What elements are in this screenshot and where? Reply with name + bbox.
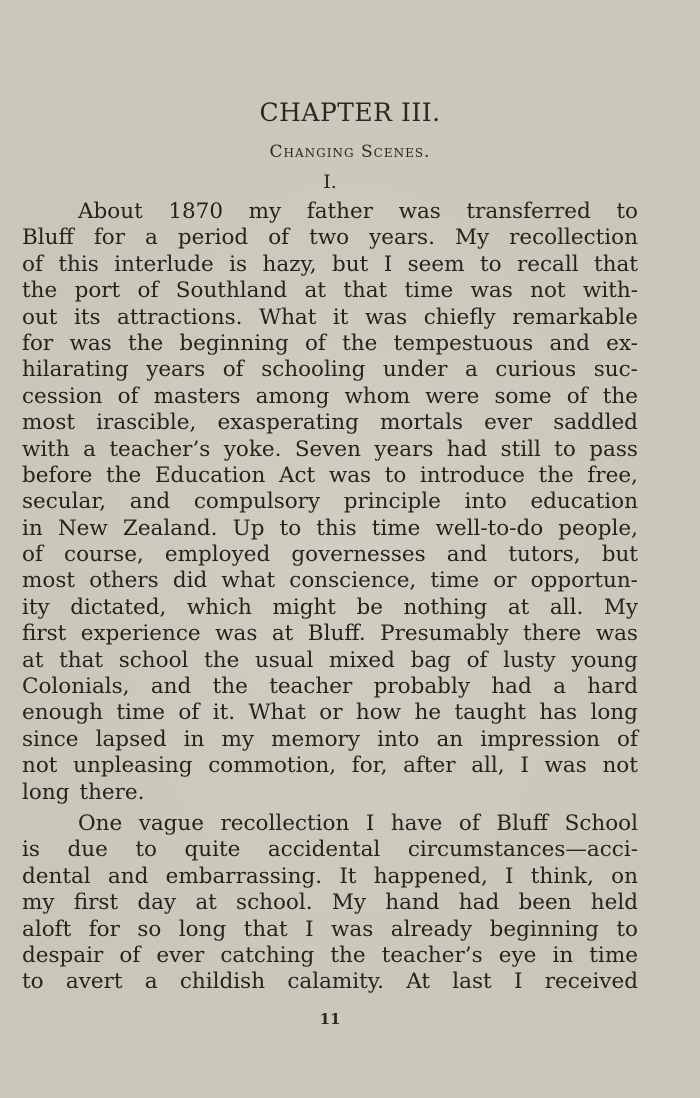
text-line: the port of Southland at that time was not with- (22, 278, 638, 304)
text-line: to avert a childish calamity. At last I received (22, 969, 638, 995)
text-line: aloft for so long that I was already beginning to (22, 916, 638, 942)
text-line: for was the beginning of the tempestuous and ex- (22, 330, 638, 356)
text-line: my first day at school. My hand had been held (22, 890, 638, 916)
text-line: out its attractions. What it was chiefly remarkable (22, 304, 638, 330)
text-line: dental and embarrassing. It happened, I think, on (22, 863, 638, 889)
text-line: most others did what conscience, time or opportun- (22, 568, 638, 594)
body-text (22, 199, 638, 996)
chapter-subtitle: Changing Scenes. (269, 142, 431, 162)
text-line: is due to quite accidental circumstances—acci- (22, 837, 638, 863)
text-line: Bluff for a period of two years. My recollection (22, 225, 638, 251)
text-line: About 1870 my father was transferred to (78, 199, 638, 224)
text-line: long there. (22, 779, 145, 805)
chapter-title: CHAPTER III. (259, 98, 441, 127)
text-line: despair of ever catching the teacher’s eye in time (22, 942, 638, 968)
text-line: ity dictated, which might be nothing at all. My (22, 594, 638, 620)
text-line: Colonials, and the teacher probably had a hard (22, 674, 638, 700)
text-line: in New Zealand. Up to this time well-to-do people, (22, 515, 638, 541)
page-number: 11 (319, 1010, 341, 1028)
text-line: enough time of it. What or how he taught has long (22, 700, 638, 726)
text-line: since lapsed in my memory into an impression of (22, 726, 638, 752)
text-line: at that school the usual mixed bag of lusty young (22, 647, 638, 673)
text-line: of course, employed governesses and tutors, but (22, 542, 638, 568)
text-line: hilarating years of schooling under a curious suc- (22, 357, 638, 383)
text-line: with a teacher’s yoke. Seven years had still to pass (22, 436, 638, 462)
text-line: most irascible, exasperating mortals ever saddled (22, 410, 638, 436)
text-line: One vague recollection I have of Bluff School (78, 810, 638, 836)
text-line: before the Education Act was to introduce the free, (22, 462, 638, 488)
section-number: I. (323, 171, 337, 193)
text-line: secular, and compulsory principle into education (22, 489, 638, 515)
text-line: not unpleasing commotion, for, after all, I was not (22, 753, 638, 779)
text-line: of this interlude is hazy, but I seem to recall that (22, 251, 638, 277)
text-line: first experience was at Bluff. Presumably there was (22, 621, 638, 647)
text-line: cession of masters among whom were some of the (22, 383, 638, 409)
